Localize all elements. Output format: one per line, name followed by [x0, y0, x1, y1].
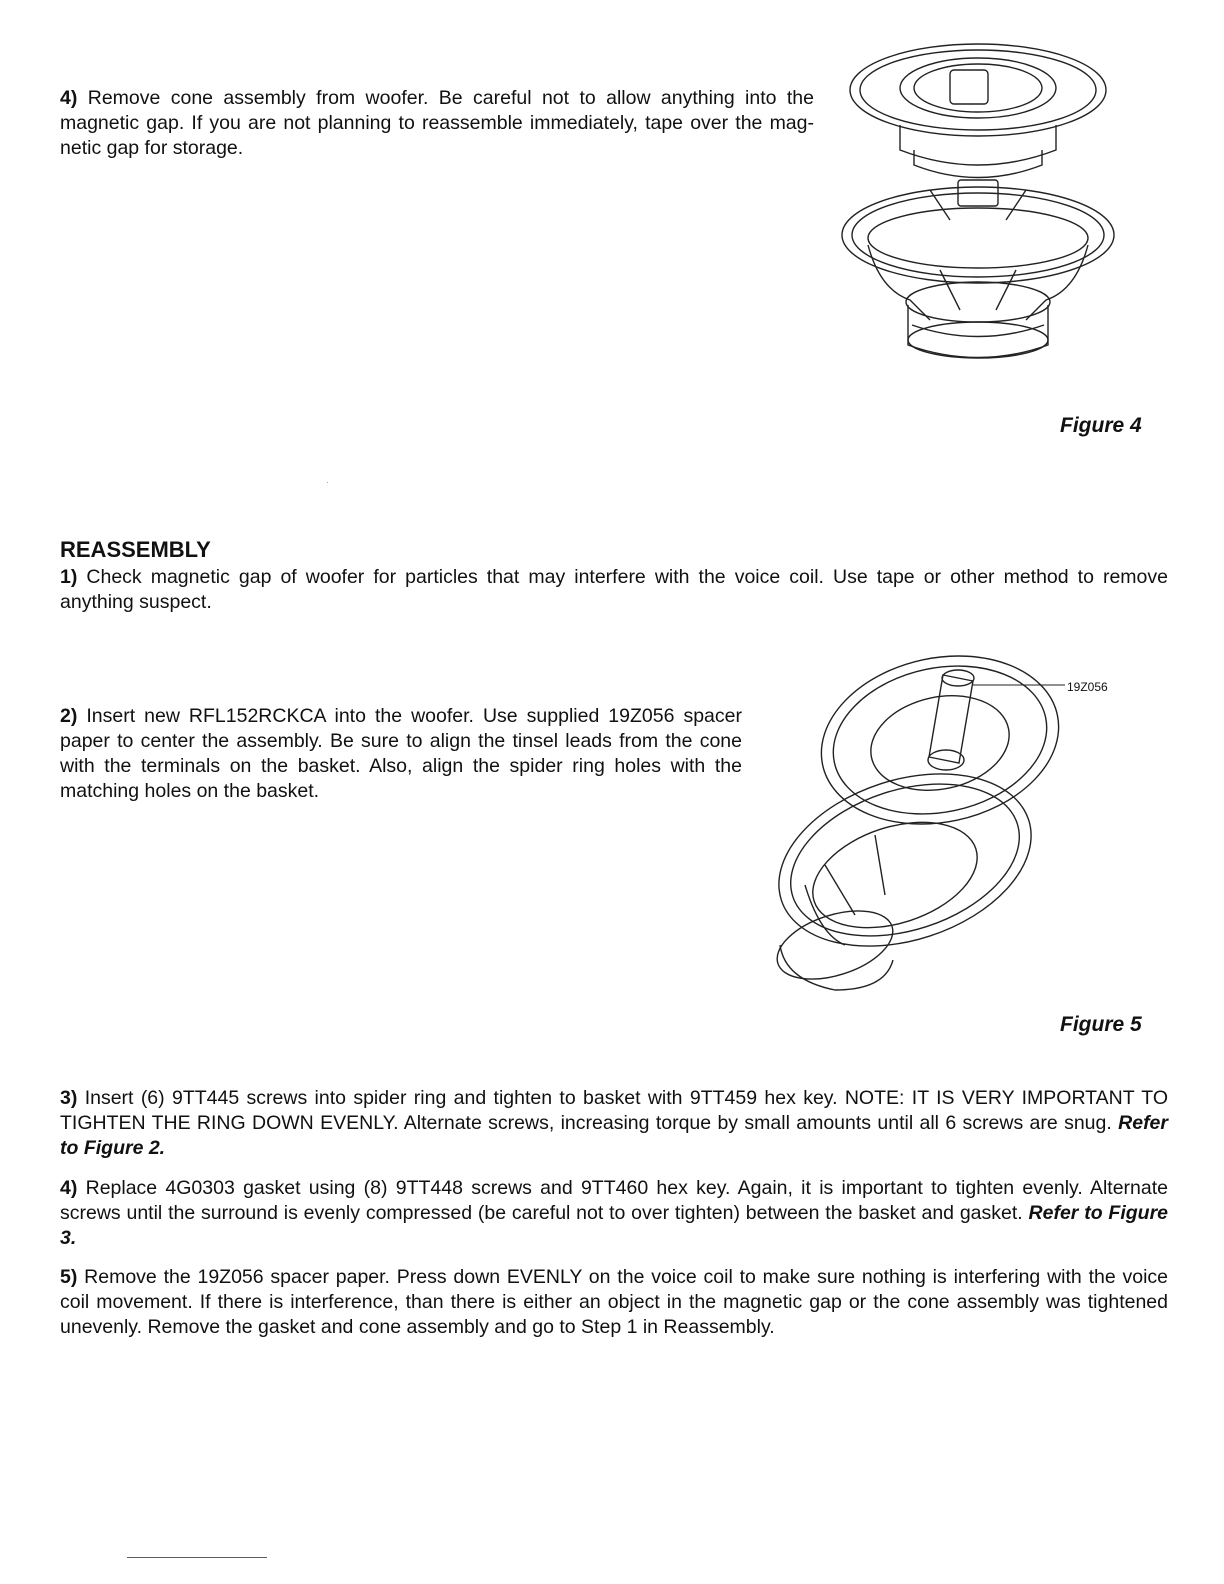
step-number: 1) [60, 566, 78, 588]
step-text: Remove cone assembly from woofer. Be careful not to allow anything into the magnetic gap. If you are not planning to reassemble immediately, tape over the mag-netic gap for storage. [60, 87, 814, 159]
figure-5-callout-19Z056: 19Z056 [1067, 680, 1108, 694]
reassembly-step-3 [60, 1086, 1168, 1161]
reassembly-step-5 [60, 1265, 1168, 1340]
step-text: Replace 4G0303 gasket using (8) 9TT448 screws and 9TT460 hex key. Again, it is important to tighten evenly. Alternate screws until the surround is evenly compressed (be careful not to over tighten) between the basket and gasket. [60, 1177, 1168, 1224]
step-figure-reference: Refer to Figure 2. [60, 1112, 1168, 1159]
scan-speck: · [326, 478, 329, 487]
footer-divider [127, 1557, 267, 1558]
step-text: Remove the 19Z056 spacer paper. Press down EVENLY on the voice coil to make sure nothing is interfering with the voice coil movement. If there is interference, than there is either an object in the magnetic gap or the cone assembly was tightened unevenly. Remove the gasket and cone assembly and go to Step 1 in Reassembly. [60, 1266, 1168, 1338]
reassembly-heading: REASSEMBLY [60, 537, 211, 562]
step-number: 5) [60, 1266, 78, 1288]
reassembly-step-4 [60, 1176, 1168, 1251]
step-number: 3) [60, 1087, 78, 1109]
step-text: Insert new RFL152RCKCA into the woofer. Use supplied 19Z056 spacer paper to center the assembly. Be sure to align the tinsel leads from the cone with the terminals on the basket. Also, align the spider ring holes with the matching holes on the basket. [60, 705, 742, 802]
figure-5-cone-insertion-illustration [765, 645, 1065, 1000]
figure-5-caption: Figure 5 [1060, 1013, 1142, 1036]
step-number: 4) [60, 1177, 78, 1199]
reassembly-step-1 [60, 565, 1168, 615]
figure-4-caption: Figure 4 [1060, 414, 1142, 437]
step-text: Check magnetic gap of woofer for particles that may interfere with the voice coil. Use tape or other method to remove anything suspect. [60, 566, 1168, 613]
step-figure-reference: Refer to Figure 3. [60, 1202, 1168, 1249]
step-number: 4) [60, 87, 78, 109]
step-number: 2) [60, 705, 78, 727]
figure-4-woofer-exploded-illustration [840, 40, 1130, 385]
reassembly-step-2 [60, 704, 742, 804]
step-4-remove-cone [60, 86, 814, 161]
step-text: Insert (6) 9TT445 screws into spider ring and tighten to basket with 9TT459 hex key. NOTE: IT IS VERY IMPORTANT TO TIGHTEN THE RING DOWN EVENLY. Alternate screws, increasing torque by small amounts until all 6 screws are snug. [60, 1087, 1169, 1134]
